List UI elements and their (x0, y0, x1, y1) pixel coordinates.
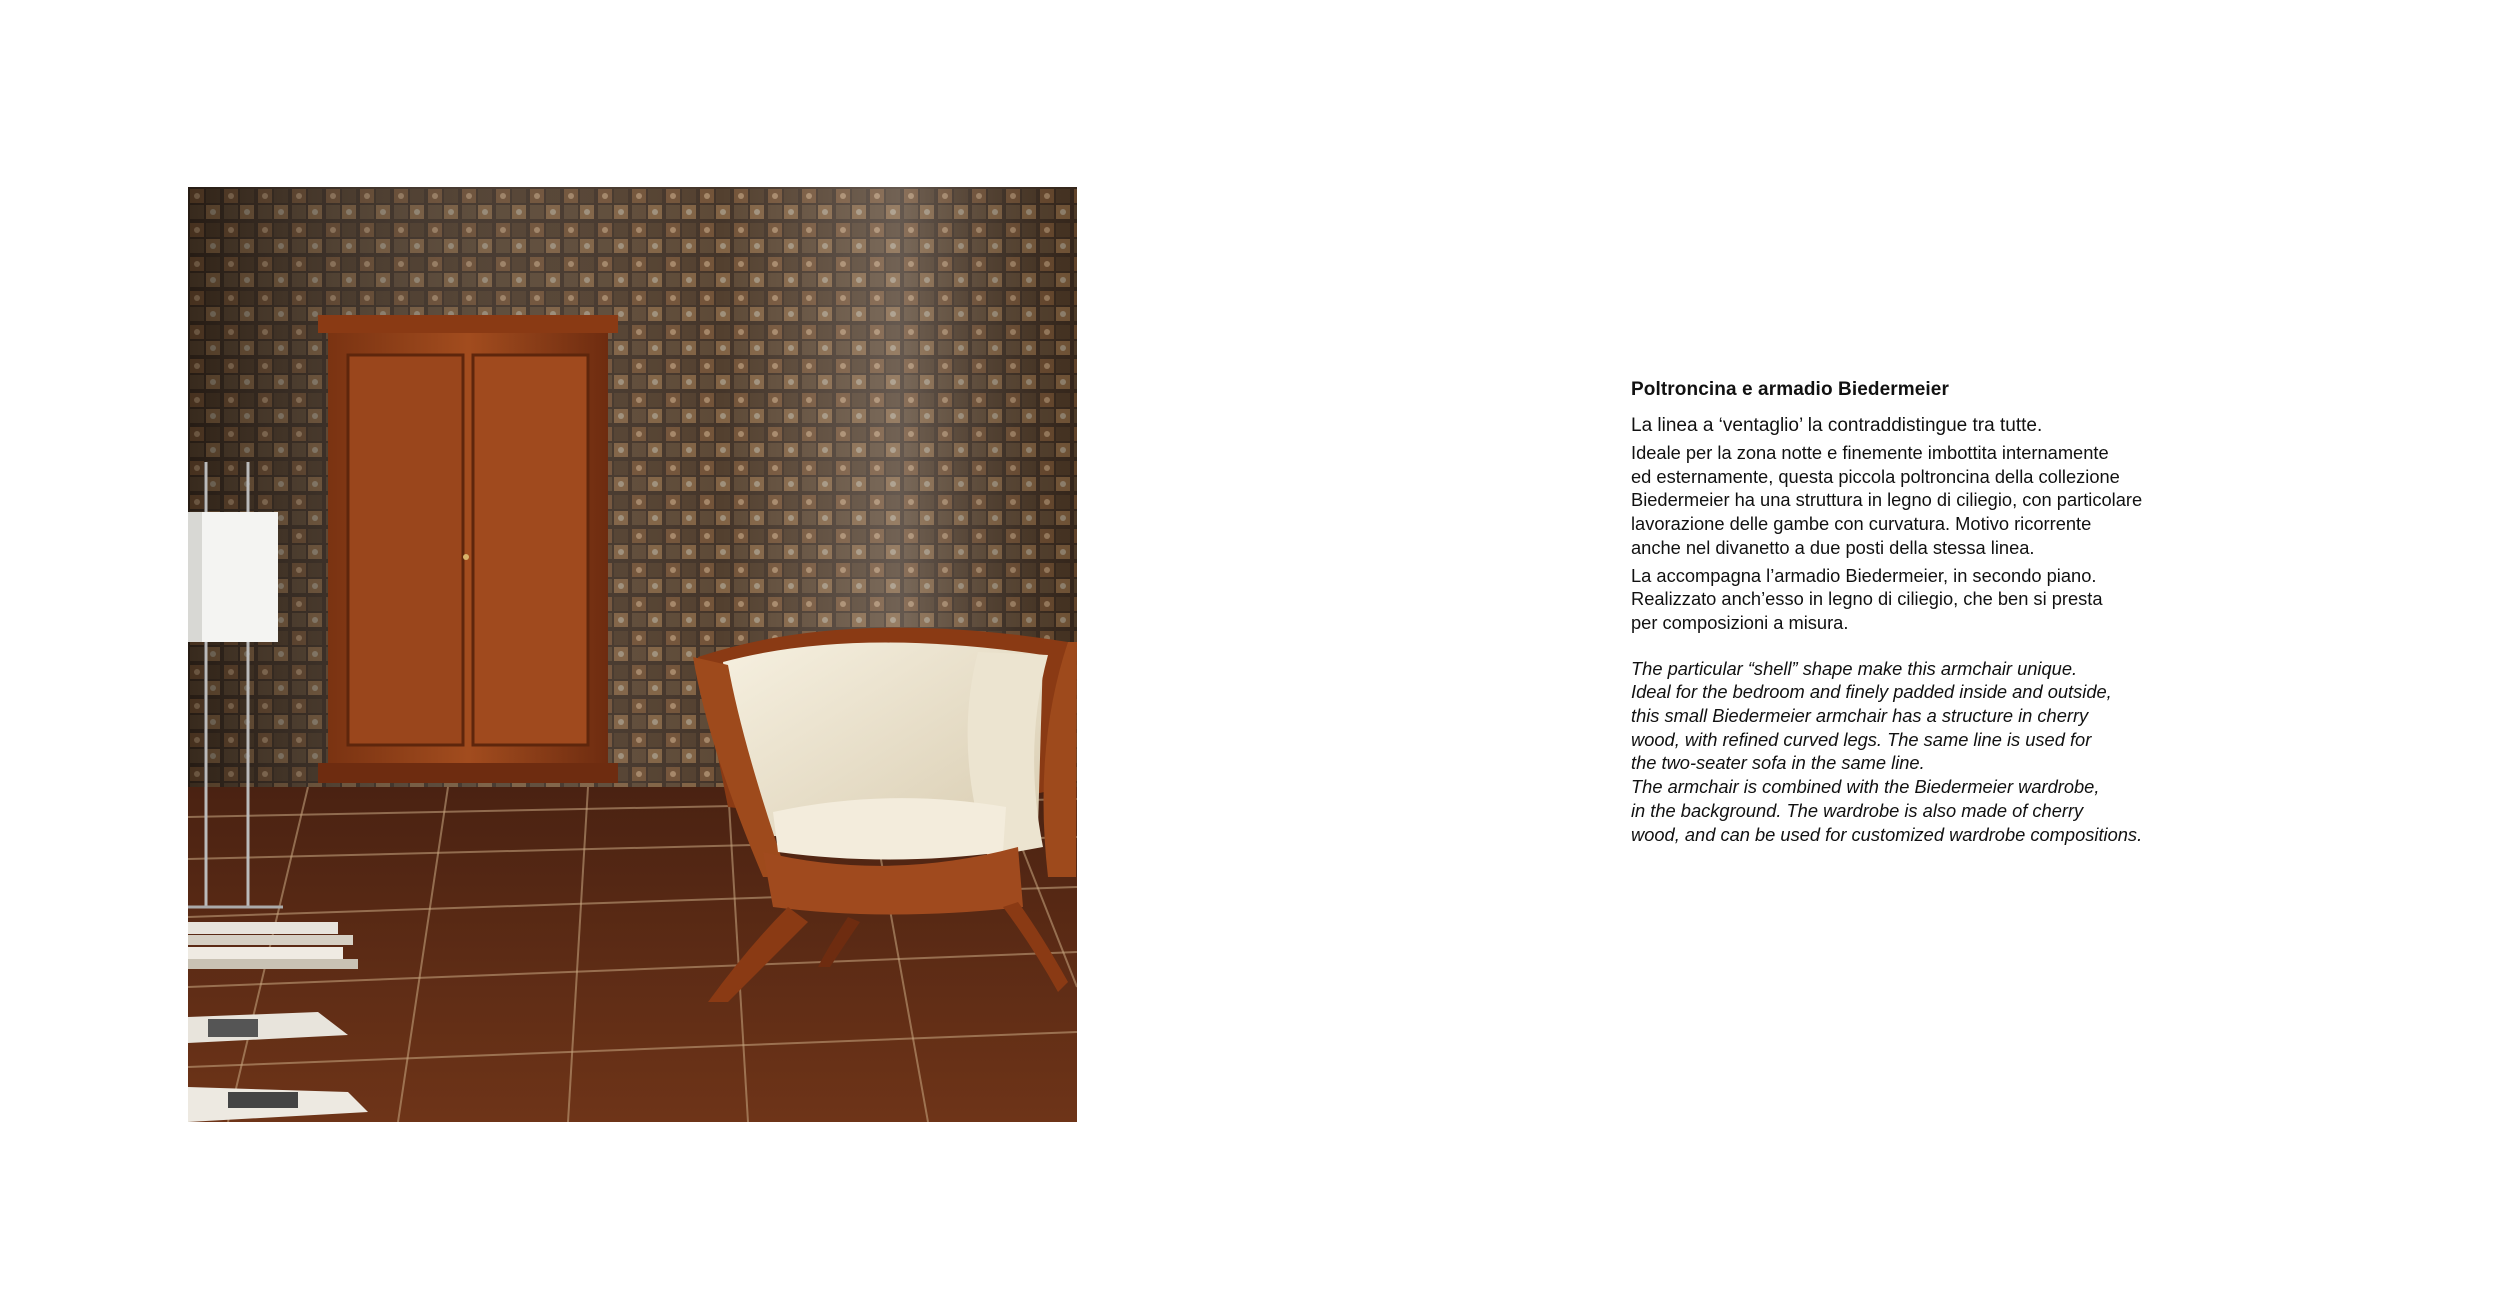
italian-description-1 (1631, 441, 2271, 560)
en-line: Ideal for the bedroom and finely padded inside and outside, (1631, 681, 2112, 703)
it-line: Realizzato anch’esso in legno di ciliegio, che ben si presta (1631, 588, 2103, 610)
en-line: The particular “shell” shape make this armchair unique. (1631, 657, 2078, 679)
it-line: Biedermeier ha una struttura in legno di ciliegio, con particolare (1631, 489, 2143, 511)
interior-photo-illustration (188, 187, 1077, 1122)
en-line: The armchair is combined with the Biedermeier wardrobe, (1631, 776, 2100, 798)
it-line: per composizioni a misura. (1631, 611, 1849, 633)
en-line: this small Biedermeier armchair has a structure in cherry (1631, 705, 2089, 727)
tagline: La linea a ‘ventaglio’ la contraddistingue tra tutte. (1631, 415, 2043, 436)
wardrobe (318, 315, 618, 783)
it-line: La accompagna l’armadio Biedermeier, in secondo piano. (1631, 564, 2097, 586)
product-photo (188, 187, 1077, 1122)
en-line: wood, and can be used for customized wardrobe compositions. (1631, 823, 2143, 845)
english-description (1631, 657, 2271, 847)
en-line: the two-seater sofa in the same line. (1631, 752, 1925, 774)
description-column (1631, 378, 2271, 846)
en-line: in the background. The wardrobe is also made of cherry (1631, 799, 2084, 821)
it-line: ed esternamente, questa piccola poltroncina della collezione (1631, 465, 2120, 487)
it-line: lavorazione delle gambe con curvatura. Motivo ricorrente (1631, 513, 2092, 535)
product-title: Poltroncina e armadio Biedermeier (1631, 379, 1949, 400)
it-line: Ideale per la zona notte e finemente imbottita internamente (1631, 442, 2109, 463)
it-line: anche nel divanetto a due posti della stessa linea. (1631, 536, 2035, 558)
en-line: wood, with refined curved legs. The same line is used for (1631, 728, 2092, 750)
italian-description-2 (1631, 564, 2271, 635)
